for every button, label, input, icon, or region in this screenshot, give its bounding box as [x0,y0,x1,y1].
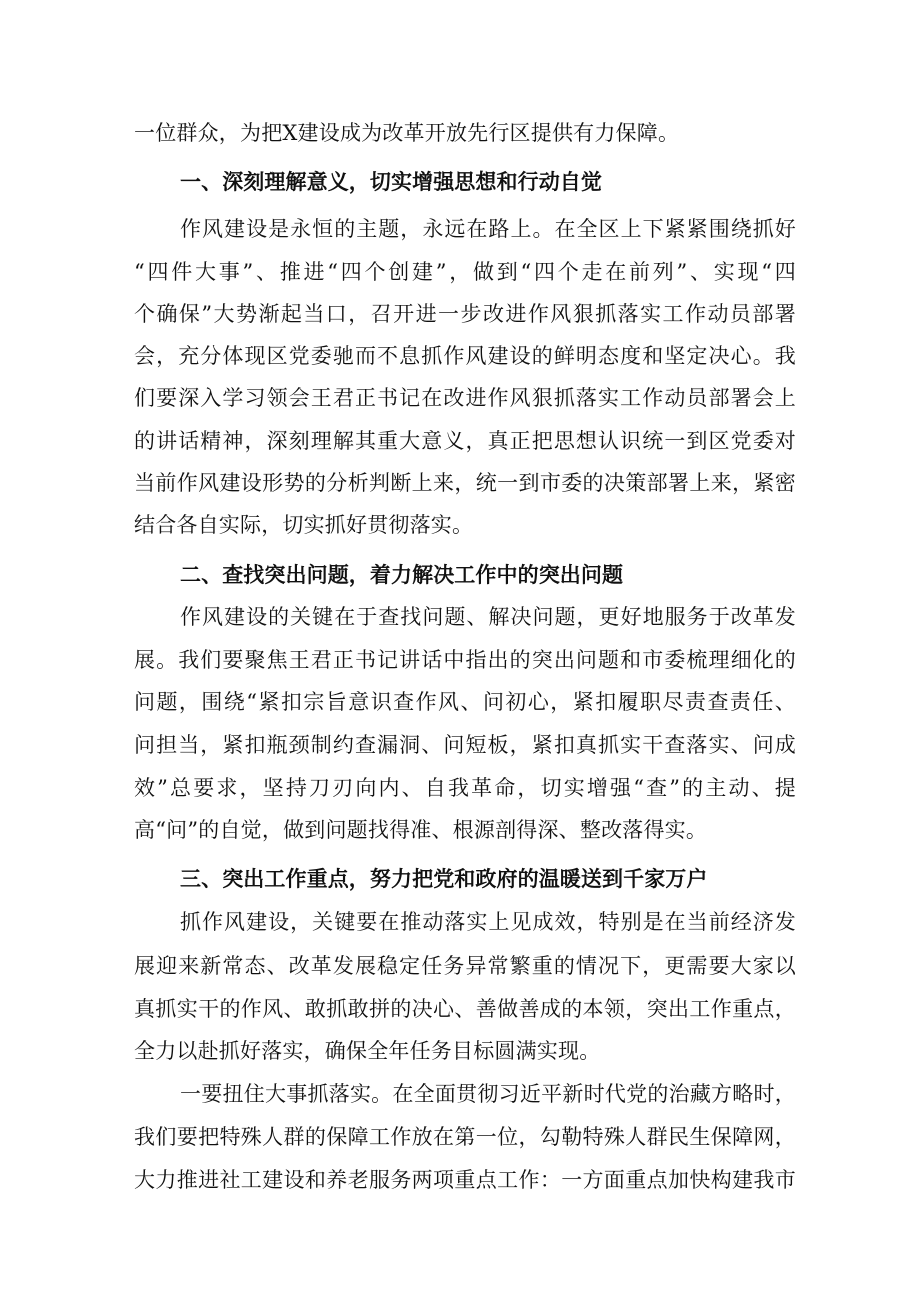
paragraph-line: 个确保”大势渐起当口，召开进一步改进作风狠抓落实工作动员部署 [134,302,796,326]
paragraph-line: 展迎来新常态、改革发展稳定任务异常繁重的情况下，更需要大家以 [134,954,796,978]
paragraph-line: 高“问”的自觉，做到问题找得准、根源剖得深、整改落得实。 [134,818,708,842]
paragraph-line: 们要深入学习领会王君正书记在改进作风狠抓落实工作动员部署会上 [134,386,796,410]
paragraph-line: 作风建设的关键在于查找问题、解决问题，更好地服务于改革发 [180,605,796,629]
paragraph-line: “四件大事”、推进“四个创建”，做到“四个走在前列”、实现“四 [134,260,796,284]
paragraph-line: 当前作风建设形势的分析判断上来，统一到市委的决策部署上来，紧密 [134,471,796,495]
paragraph-line: 我们要把特殊人群的保障工作放在第一位，勾勒特殊人群民生保障网， [134,1125,796,1149]
paragraph-line: 问担当，紧扣瓶颈制约查漏洞、问短板，紧扣真抓实干查落实、问成 [134,733,796,757]
paragraph-line: 抓作风建设，关键要在推动落实上见成效，特别是在当前经济发 [180,910,796,934]
paragraph-line: 一位群众，为把X建设成为改革开放先行区提供有力保障。 [134,121,680,145]
paragraph-line: 展。我们要聚焦王君正书记讲话中指出的突出问题和市委梳理细化的 [134,648,796,672]
section-heading-2: 二、查找突出问题，着力解决工作中的突出问题 [180,563,624,587]
paragraph-line: 问题，围绕“紧扣宗旨意识查作风、问初心，紧扣履职尽责查责任、 [134,690,796,714]
paragraph-line: 的讲话精神，深刻理解其重大意义，真正把思想认识统一到区党委对 [134,429,796,453]
paragraph-line: 效”总要求，坚持刀刃向内、自我革命，切实增强“查”的主动、提 [134,776,796,800]
paragraph-line: 一要扭住大事抓落实。在全面贯彻习近平新时代党的治藏方略时， [180,1082,796,1106]
paragraph-line: 全力以赴抓好落实，确保全年任务目标圆满实现。 [134,1039,601,1063]
section-heading-3: 三、突出工作重点，努力把党和政府的温暖送到千家万户 [180,867,708,891]
section-heading-1: 一、深刻理解意义，切实增强思想和行动自觉 [180,170,602,194]
paragraph-line: 结合各自实际，切实抓好贯彻落实。 [134,513,474,537]
paragraph-line: 作风建设是永恒的主题，永远在路上。在全区上下紧紧围绕抓好 [180,217,796,241]
paragraph-line: 会，充分体现区党委驰而不息抓作风建设的鲜明态度和坚定决心。我 [134,344,796,368]
paragraph-line: 大力推进社工建设和养老服务两项重点工作：一方面重点加快构建我市 [134,1168,796,1192]
paragraph-line: 真抓实干的作风、敢抓敢拼的决心、善做善成的本领，突出工作重点， [134,997,796,1021]
